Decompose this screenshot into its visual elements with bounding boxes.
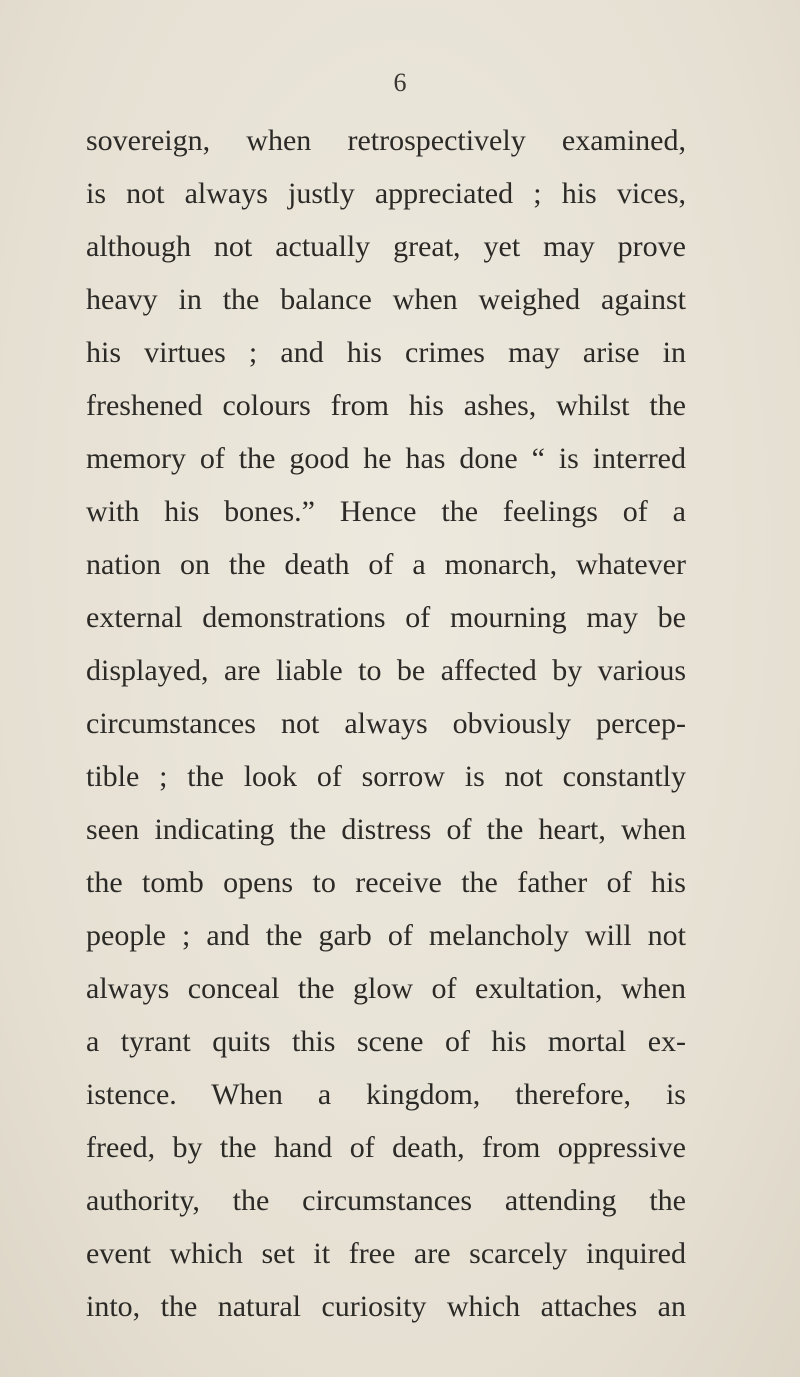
body-text [86,114,686,1333]
text-line: into, the natural curiosity which attaches an [86,1290,686,1323]
text-line: his virtues ; and his crimes may arise in [86,336,686,369]
text-line: with his bones.” Hence the feelings of a [86,495,686,528]
page-number: 6 [393,68,407,97]
text-line: freed, by the hand of death, from oppressive [86,1131,686,1164]
text-line: external demonstrations of mourning may be [86,601,686,634]
text-line: heavy in the balance when weighed against [86,283,686,316]
text-line: sovereign, when retrospectively examined, [86,124,686,157]
text-line: nation on the death of a monarch, whatever [86,548,686,581]
text-line: authority, the circumstances attending the [86,1184,686,1217]
text-line: seen indicating the distress of the heart, when [86,813,686,846]
text-line: tible ; the look of sorrow is not constantly [86,760,686,793]
text-line: istence. When a kingdom, therefore, is [86,1078,686,1111]
text-line: although not actually great, yet may prove [86,230,686,263]
text-line: freshened colours from his ashes, whilst the [86,389,686,422]
text-line: memory of the good he has done “ is interred [86,442,686,475]
text-line: displayed, are liable to be affected by various [86,654,686,687]
text-line: always conceal the glow of exultation, when [86,972,686,1005]
text-line: a tyrant quits this scene of his mortal ex- [86,1025,686,1058]
text-line: is not always justly appreciated ; his vices, [86,177,686,210]
text-line: people ; and the garb of melancholy will not [86,919,686,952]
text-line: circumstances not always obviously percep- [86,707,686,740]
text-line: event which set it free are scarcely inquired [86,1237,686,1270]
text-line: the tomb opens to receive the father of his [86,866,686,899]
